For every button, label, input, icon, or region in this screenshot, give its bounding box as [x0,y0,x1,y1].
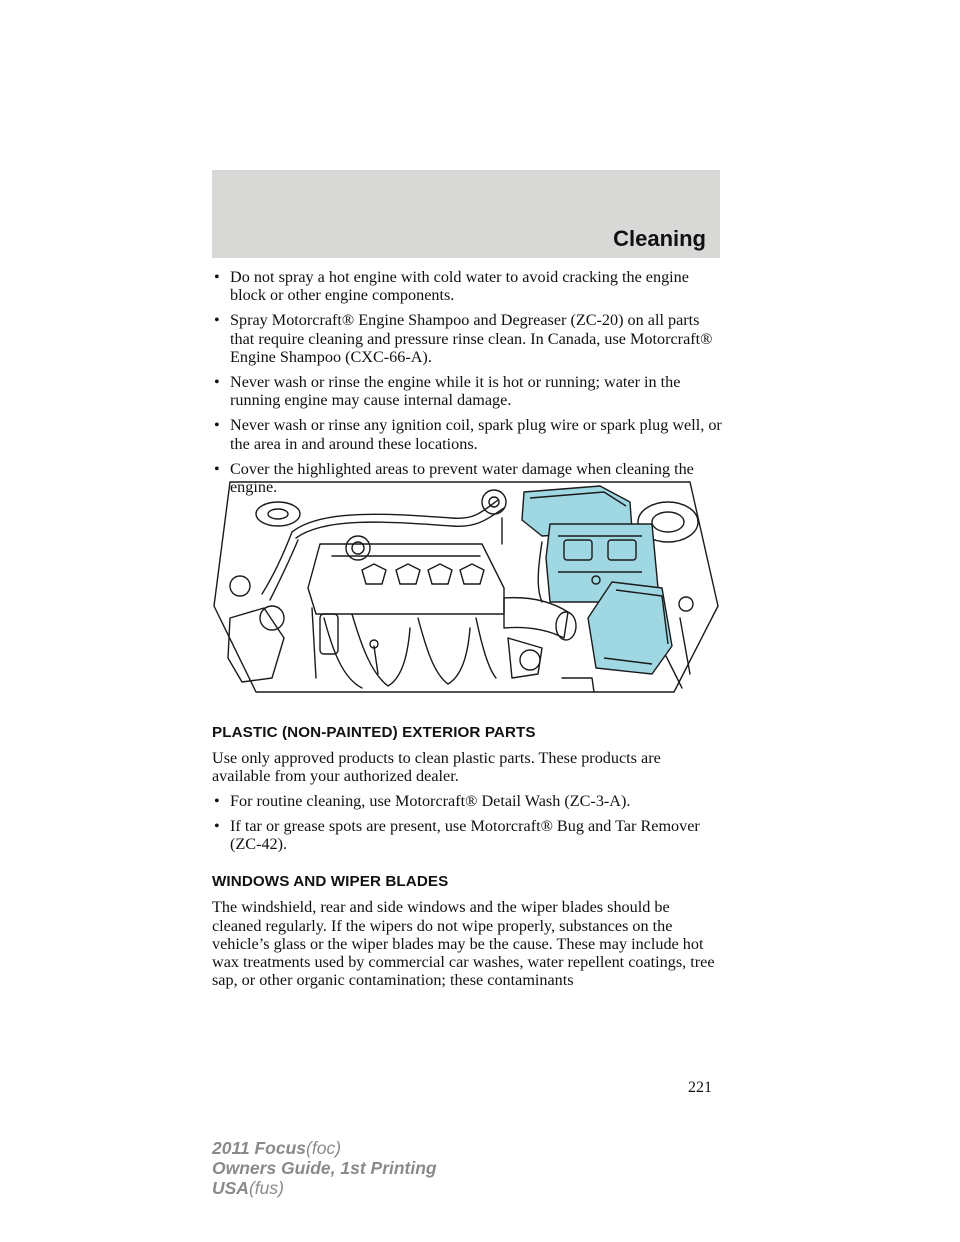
page-number: 221 [688,1079,712,1096]
list-item: • Do not spray a hot engine with cold water to avoid cracking the engine block or other engine components. [214,268,689,305]
windows-heading: WINDOWS AND WIPER BLADES [212,873,449,891]
bullet-icon: • [214,459,220,478]
bullet-icon: • [214,373,220,392]
list-item: • Cover the highlighted areas to prevent water damage when cleaning the engine. [214,459,694,497]
list-item: • Never wash or rinse any ignition coil, spark plug wire or spark plug well, or the area in and around these locations. [214,416,722,453]
engine-compartment-illustration [212,478,720,694]
section-header-band [212,170,720,258]
highlighted-areas [522,486,672,674]
list-item: • Spray Motorcraft® Engine Shampoo and Degreaser (ZC-20) on all parts that require cleaning and pressure rinse clean. In Canada, use Motorcraft® Engine Shampoo (CXC-66-A). [214,311,713,366]
list-item: • For routine cleaning, use Motorcraft® Detail Wash (ZC-3-A). [214,791,631,810]
bullet-icon: • [214,791,220,810]
bullet-icon: • [214,816,220,835]
section-title: Cleaning [613,226,706,251]
bullet-icon: • [214,416,220,435]
engine-illustration-svg [212,478,720,694]
print-footer [212,1138,437,1198]
list-item: • Never wash or rinse the engine while it is hot or running; water in the running engine may cause internal damage. [214,373,681,410]
plastic-parts-heading: PLASTIC (NON-PAINTED) EXTERIOR PARTS [212,724,536,741]
lower-text [212,724,722,995]
engine-cleaning-list [212,268,722,503]
bullet-icon: • [214,268,220,286]
windows-paragraph: The windshield, rear and side windows and the wiper blades should be cleaned regularly. If the wipers do not wipe properly, substances on the vehicle’s glass or the wiper blades may be the cause. These may include hot wax treatments used by commercial car washes, water repellent coatings, tree sap, or other organic contamination; these contaminants [212,898,715,990]
footer-line-market: USA(fus) [212,1178,284,1198]
list-item: • If tar or grease spots are present, use Motorcraft® Bug and Tar Remover (ZC-42). [214,816,700,854]
bullet-icon: • [214,311,220,330]
plastic-parts-intro: Use only approved products to clean plastic parts. These products are available from your authorized dealer. [212,749,661,786]
footer-line-edition: Owners Guide, 1st Printing [212,1158,437,1178]
footer-line-model: 2011 Focus(foc) [212,1138,342,1158]
